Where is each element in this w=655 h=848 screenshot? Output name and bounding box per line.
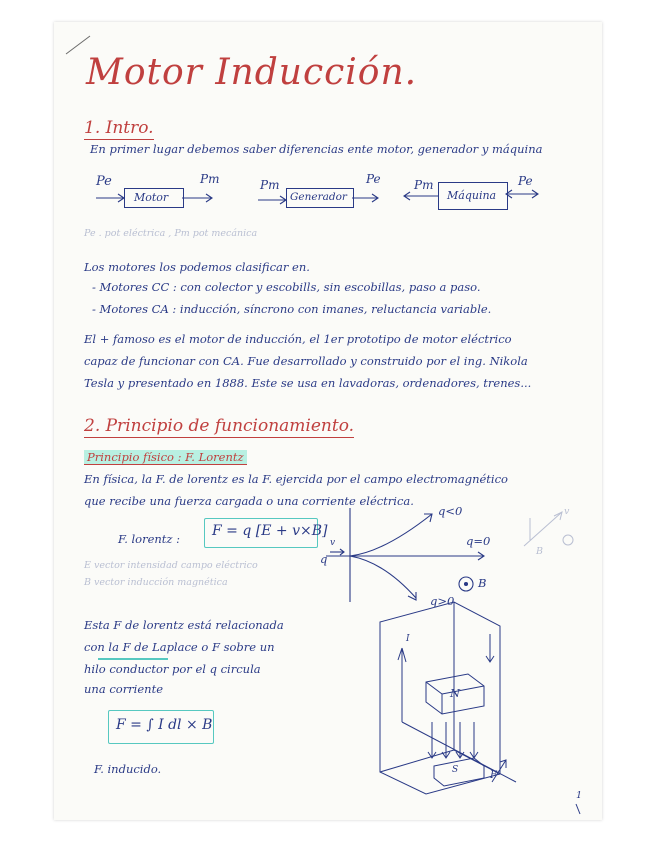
paragraph-line-2: capaz de funcionar con CA. Fue desarrollado y construido por el ing. Nikola	[84, 354, 528, 368]
label-b-field: B	[478, 576, 487, 590]
page-title: Motor Inducción.	[86, 52, 418, 93]
maquina-in-label: Pm	[414, 178, 434, 192]
laplace-line-3: hilo conductor por el q circula	[84, 662, 261, 676]
laplace-line-2: con la F de Laplace o F sobre un	[84, 640, 275, 654]
motor-box-label: Motor	[134, 191, 169, 204]
label-q-negative: q<0	[438, 504, 463, 518]
generador-box-label: Generador	[290, 191, 347, 203]
velocity-label: v	[330, 538, 336, 548]
label-q-zero: q=0	[466, 534, 491, 548]
formula-label: F. lorentz :	[118, 532, 181, 546]
force-f-label: F	[490, 770, 497, 781]
intro-line: En primer lugar debemos saber diferencias ente motor, generador y máquina	[90, 142, 543, 156]
classify-line: Los motores los podemos clasificar en.	[84, 260, 310, 274]
laplace-line-1: Esta F de lorentz está relacionada	[84, 618, 284, 632]
charge-label: q	[320, 552, 328, 566]
generador-in-label: Pm	[260, 178, 280, 192]
motors-ca-line: - Motores CA : inducción, síncrono con imanes, reluctancia variable.	[92, 302, 492, 316]
faint-b-vector: B vector inducción magnética	[84, 577, 228, 588]
faint-e-vector: E vector intensidad campo eléctrico	[84, 560, 258, 571]
motor-in-label: Pe	[96, 174, 112, 189]
paragraph-line-3: Tesla y presentado en 1888. Este se usa en lavadoras, ordenadores, trenes...	[84, 376, 532, 390]
f-inducido-label: F. inducido.	[94, 762, 162, 776]
label-q-positive: q>0	[430, 594, 455, 608]
page-number: 1	[576, 790, 583, 801]
subheading-lorentz: Principio físico : F. Lorentz	[84, 450, 247, 464]
paragraph-line-1: El + famoso es el motor de inducción, el 1er prototipo de motor eléctrico	[84, 332, 512, 346]
current-i-label: I	[406, 634, 410, 644]
notebook-page	[54, 22, 602, 820]
lorentz-line-1: En física, la F. de lorentz es la F. ejercida por el campo electromagnético	[84, 472, 508, 486]
laplace-formula: F = ∫ I dl × B	[116, 717, 213, 733]
section-1-heading: 1. Intro.	[84, 118, 154, 138]
side-v-label: v	[564, 506, 570, 517]
magnet-s-label: S	[452, 765, 459, 775]
lorentz-line-2: que recibe una fuerza cargada o una corriente eléctrica.	[84, 494, 414, 508]
lorentz-formula: F = q [E + v×B]	[212, 523, 328, 539]
power-legend: Pe . pot eléctrica , Pm pot mecánica	[84, 228, 258, 239]
maquina-out-label: Pe	[518, 174, 533, 188]
section-2-heading: 2. Principio de funcionamiento.	[84, 416, 355, 436]
magnet-conductor-sketch	[54, 22, 602, 820]
maquina-box-label: Máquina	[447, 189, 497, 202]
laplace-line-4: una corriente	[84, 682, 164, 696]
motor-out-label: Pm	[200, 172, 220, 186]
magnet-n-label: N	[450, 686, 461, 700]
side-b-label: B	[536, 546, 543, 557]
generador-out-label: Pe	[366, 172, 381, 186]
motors-cc-line: - Motores CC : con colector y escobills, sin escobillas, paso a paso.	[92, 280, 481, 294]
